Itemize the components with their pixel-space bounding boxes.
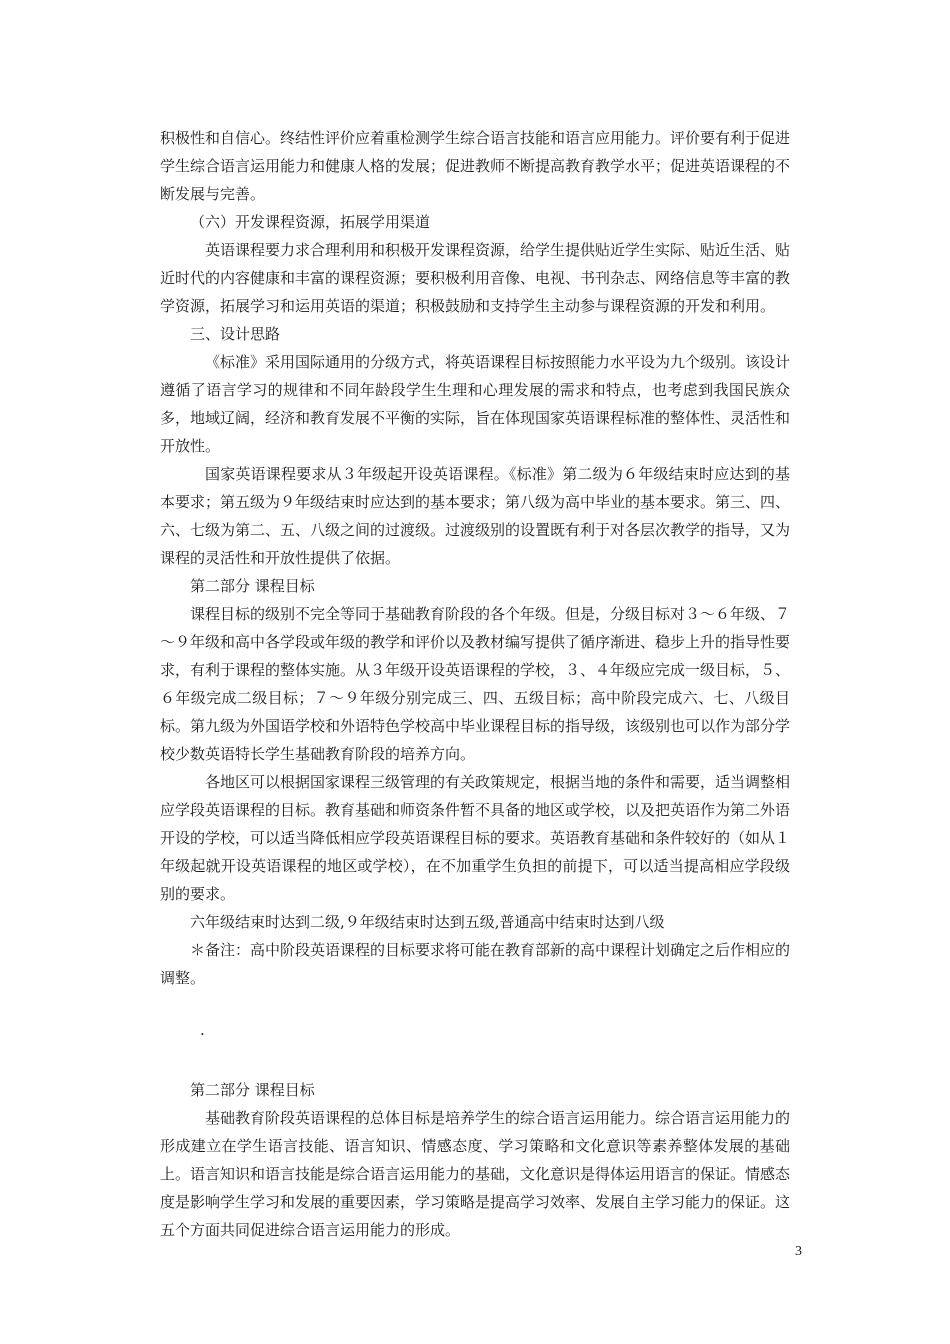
section-heading-design: 三、设计思路 [190,325,281,343]
paragraph-design-levels: 《标准》采用国际通用的分级方式，将英语课程目标按照能力水平设为九个级别。该设计遵循了语言学习的规律和不同年龄段学生生理和心理发展的需求和特点，也考虑到我国民族众多，地域辽阔，经济和教育发展不平衡的实际，旨在体现国家英语课程标准的整体性、灵活性和开放性。 [160,353,791,455]
document-body [160,124,790,1244]
paragraph-grade-summary: 六年级结束时达到二级,９年级结束时达到五级,普通高中结束时达到八级 [190,913,665,931]
paragraph-note: ＊备注：高中阶段英语课程的目标要求将可能在教育部新的高中课程计划确定之后作相应的调整。 [160,941,791,987]
paragraph-goal-levels: 课程目标的级别不完全等同于基础教育阶段的各个年级。但是，分级目标对３～６年级、７～９年级和高中各学段或年级的教学和评价以及教材编写提供了循序渐进、稳步上升的指导性要求，有利于课程的整体实施。从３年级开设英语课程的学校，３、４年级应完成一级目标，５、６年级完成二级目标；７～９年级分别完成三、四、五级目标；高中阶段完成六、七、八级目标。第九级为外国语学校和外语特色学校高中毕业课程目标的指导级，该级别也可以作为部分学校少数英语特长学生基础教育阶段的培养方向。 [160,605,791,763]
paragraph-overall-goal: 基础教育阶段英语课程的总体目标是培养学生的综合语言运用能力。综合语言运用能力的形成建立在学生语言技能、语言知识、情感态度、学习策略和文化意识等素养整体发展的基础上。语言知识和语言技能是综合语言运用能力的基础，文化意识是得体运用语言的保证。情感态度是影响学生学习和发展的重要因素，学习策略是提高学习效率、发展自主学习能力的保证。这五个方面共同促进综合语言运用能力的形成。 [160,1109,791,1239]
paragraph-evaluation-continued: 积极性和自信心。终结性评价应着重检测学生综合语言技能和语言应用能力。评价要有利于促进学生综合语言运用能力和健康人格的发展；促进教师不断提高教育教学水平；促进英语课程的不断发展与完善。 [160,129,791,203]
paragraph-regional-adjustment: 各地区可以根据国家课程三级管理的有关政策规定，根据当地的条件和需要，适当调整相应学段英语课程的目标。教育基础和师资条件暂不具备的地区或学校，以及把英语作为第二外语开设的学校，可以适当降低相应学段英语课程目标的要求。英语教育基础和条件较好的（如从１年级起就开设英语课程的地区或学校），在不加重学生负担的前提下，可以适当提高相应学段级别的要求。 [160,773,791,903]
spacer [160,1048,790,1076]
paragraph-grade-requirements: 国家英语课程要求从３年级起开设英语课程。《标准》第二级为６年级结束时应达到的基本要求；第五级为９年级结束时应达到的基本要求；第八级为高中毕业的基本要求。第三、四、六、七级为第二、五、八级之间的过渡级。过渡级别的设置既有利于对各层次教学的指导，又为课程的灵活性和开放性提供了依据。 [160,465,791,567]
part-heading-goals-repeat: 第二部分 课程目标 [190,1081,315,1099]
part-heading-goals: 第二部分 课程目标 [190,577,315,595]
page-number: 3 [795,1244,802,1259]
spacer [160,992,790,1020]
paragraph-resources: 英语课程要力求合理利用和积极开发课程资源，给学生提供贴近学生实际、贴近生活、贴近时代的内容健康和丰富的课程资源；要积极利用音像、电视、书刊杂志、网络信息等丰富的教学资源，拓展学习和运用英语的渠道；积极鼓励和支持学生主动参与课程资源的开发和利用。 [160,241,791,315]
section-heading-resources: （六）开发课程资源，拓展学用渠道 [190,213,431,231]
dot-mark: · [200,1025,205,1043]
